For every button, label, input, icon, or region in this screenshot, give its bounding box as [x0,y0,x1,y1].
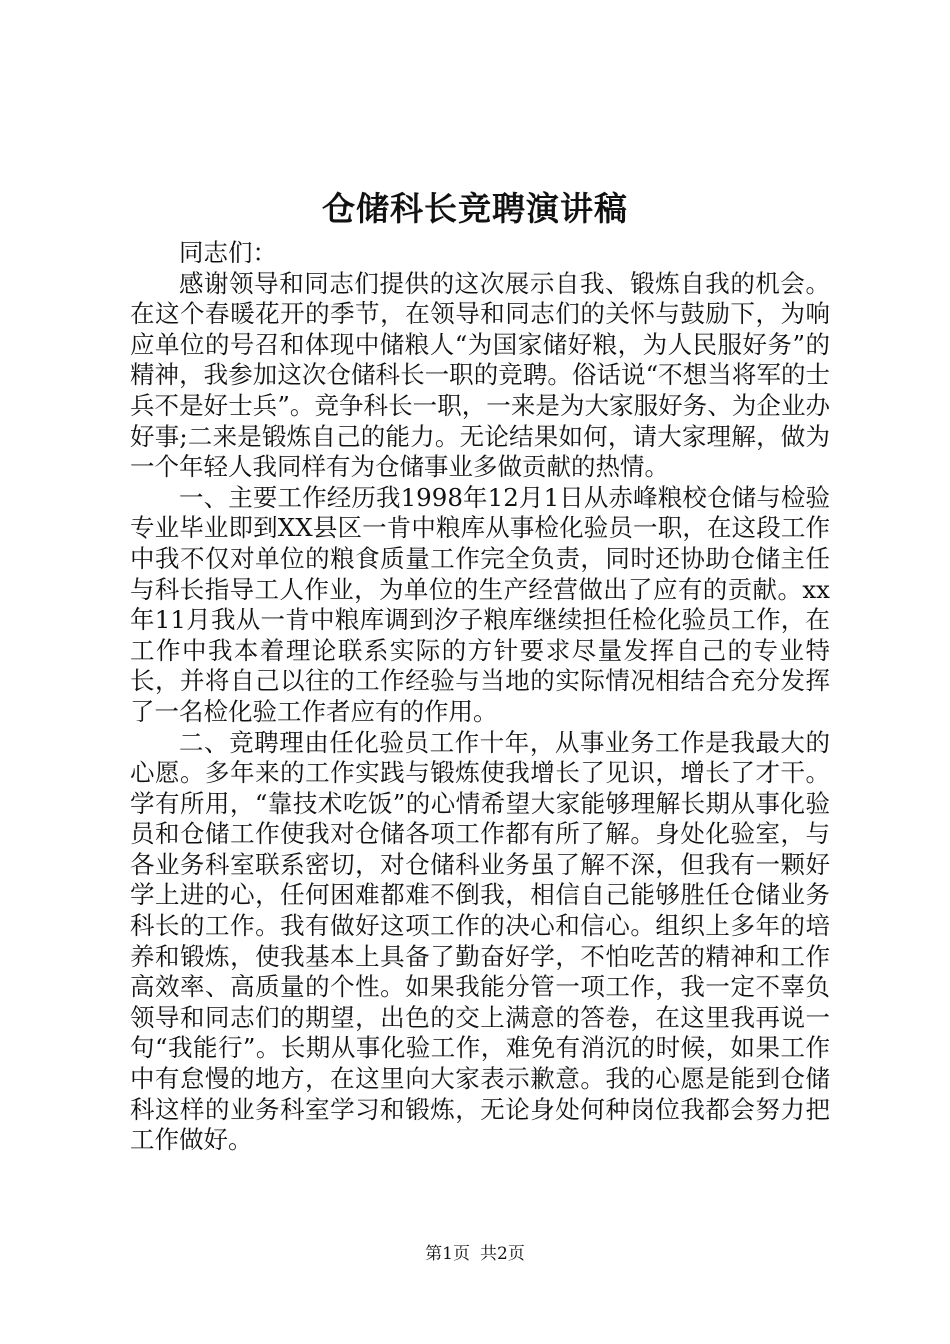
page-total: 共2页 [480,1244,525,1264]
paragraph: 感谢领导和同志们提供的这次展示自我、锻炼自我的机会。在这个春暖花开的季节，在领导和同志们的关怀与鼓励下，为响应单位的号召和体现中储粮人“为国家储好粮，为人民服好务”的精神，我参加这次仓储科长一职的竞聘。俗话说“不想当将军的士兵不是好士兵”。竞争科长一职，一来是为大家服好务、为企业办好事;二来是锻炼自己的能力。无论结果如何，请大家理解，做为一个年轻人我同样有为仓储事业多做贡献的热情。 [130,268,830,482]
page-number: 第1页 [425,1244,470,1264]
page-footer [0,1243,950,1265]
document-title: 仓储科长竞聘演讲稿 [322,189,628,228]
document-body [130,238,830,1156]
paragraph: 一、主要工作经历我1998年12月1日从赤峰粮校仓储与检验专业毕业即到XX县区一肯中粮库从事检化验员一职，在这段工作中我不仅对单位的粮食质量工作完全负责，同时还协助仓储主任与科长指导工人作业，为单位的生产经营做出了应有的贡献。xx年11月我从一肯中粮库调到汐子粮库继续担任检化验员工作，在工作中我本着理论联系实际的方针要求尽量发挥自己的专业特长，并将自己以往的工作经验与当地的实际情况相结合充分发挥了一名检化验工作者应有的作用。 [130,482,830,726]
greeting: 同志们： [179,238,277,267]
paragraph: 二、竞聘理由任化验员工作十年，从事业务工作是我最大的心愿。多年来的工作实践与锻炼使我增长了见识，增长了才干。学有所用，“靠技术吃饭”的心情希望大家能够理解长期从事化验员和仓储工作使我对仓储各项工作都有所了解。身处化验室，与各业务科室联系密切，对仓储科业务虽了解不深，但我有一颗好学上进的心，任何困难都难不倒我，相信自己能够胜任仓储业务科长的工作。我有做好这项工作的决心和信心。组织上多年的培养和锻炼，使我基本上具备了勤奋好学，不怕吃苦的精神和工作高效率、高质量的个性。如果我能分管一项工作，我一定不辜负领导和同志们的期望，出色的交上满意的答卷，在这里我再说一句“我能行”。长期从事化验工作，难免有消沉的时候，如果工作中有怠慢的地方，在这里向大家表示歉意。我的心愿是能到仓储科这样的业务科室学习和锻炼，无论身处何种岗位我都会努力把工作做好。 [130,727,830,1155]
